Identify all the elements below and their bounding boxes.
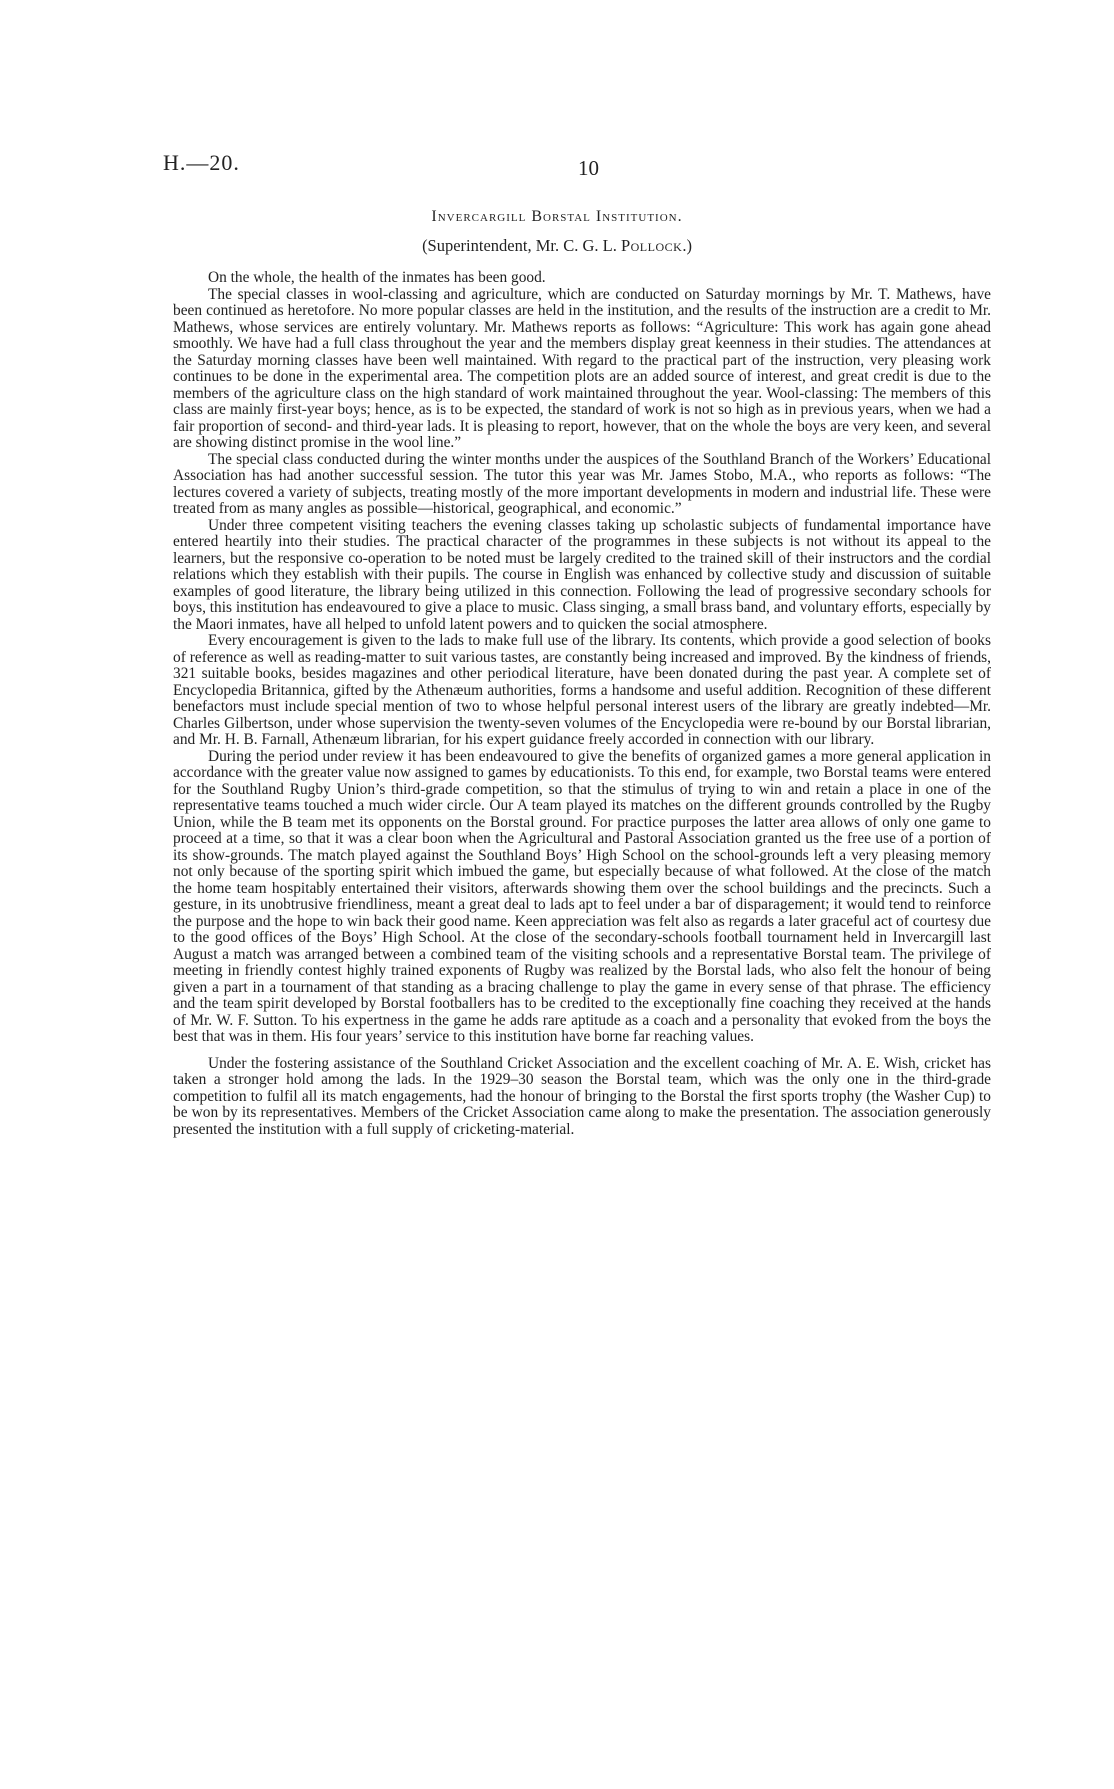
subtitle-prefix: (Superintendent, Mr. C. G. L.: [422, 236, 621, 255]
report-code: H.—20.: [163, 150, 240, 175]
paragraph-evening-classes: Under three competent visiting teachers the evening classes taking up scholastic subjects of fundamental importance have entered heartily into their studies. The practical character of the programmes in these subjects is not without its appeal to the learners, but the responsive co-operation to be noted must be largely credited to the trained skill of their instructors and the cordial relations which they establish with their pupils. The course in English was enhanced by collective study and discussion of suitable examples of good literature, the library being utilized in this connection. Following the lead of progressive secondary schools for boys, this institution has endeavoured to give a place to music. Class singing, a small brass band, and voluntary efforts, especially by the Maori inmates, have all helped to unfold latent powers and to quicken the social atmosphere.: [173, 516, 991, 633]
paragraph-cricket: Under the fostering assistance of the Southland Cricket Association and the excellent coaching of Mr. A. E. Wish, cricket has taken a stronger hold among the lads. In the 1929–30 season the Borstal team, which was the only one in the third-grade competition to fulfil all its match engagements, had the honour of bringing to the Borstal the first sports trophy (the Washer Cup) to be won by its representatives. Members of the Cricket Association came along to make the presentation. The association generously presented the institution with a full supply of cricketing-material.: [173, 1054, 991, 1138]
section-title: Invercargill Borstal Institution.: [431, 208, 683, 225]
paragraph-organized-games: During the period under review it has been endeavoured to give the benefits of organized games a more general application in accordance with the greater value now assigned to games by educationists. To this end, for example, two Borstal teams were entered for the Southland Rugby Union’s third-grade competition, so that the stimulus of trying to win and retain a place in one of the representative teams touched a much wider circle. Our A team played its matches on the different grounds controlled by the Rugby Union, while the B team met its opponents on the Borstal ground. For practice purposes the latter area allows of only one game to proceed at a time, so that it was a clear boon when the Agricultural and Pastoral Association granted us the free use of a portion of its show-grounds. The match played against the Southland Boys’ High School on the school-grounds left a very pleasing memory not only because of the sporting spirit which imbued the game, but especially because of what followed. At the close of the match the home team hospitably entertained their visitors, afterwards showing them over the school buildings and the precincts. Such a gesture, in its unobtrusive friendliness, meant a great deal to lads apt to feel under a bar of disparagement; it would tend to reinforce the purpose and the hope to win back their good name. Keen appreciation was felt also as regards a later graceful act of courtesy due to the good offices of the Boys’ High School. At the close of the secondary-schools football tournament held in Invercargill last August a match was arranged between a combined team of the visiting schools and a representative Borstal team. The privilege of meeting in friendly contest highly trained exponents of Rugby was realized by the Borstal lads, who also felt the honour of being given a part in a tournament of that standing as a bracing challenge to play the game in every sense of that phrase. The efficiency and the team spirit developed by Borstal footballers has to be credited to the exceptionally fine coaching they received at the hands of Mr. W. F. Sutton. To his expertness in the game he adds rare aptitude as a coach and a personality that evoked from the boys the best that was in them. His four years’ service to this institution have borne far reaching values.: [173, 747, 991, 1045]
page-number: 10: [578, 156, 599, 180]
subtitle-name: Pollock: [620, 236, 683, 255]
paragraph-special-classes: The special classes in wool-classing and agriculture, which are conducted on Saturday mornings by Mr. T. Mathews, have been continued as heretofore. No more popular classes are held in the institution, and the results of the instruction are a credit to Mr. Mathews, whose services are entirely voluntary. Mr. Mathews reports as follows: “Agriculture: This work has again gone ahead smoothly. We have had a full class throughout the year and the members display great keenness in their studies. The attendances at the Saturday morning classes have been well maintained. With regard to the practical part of the instruction, very pleasing work continues to be done in the experimental area. The competition plots are an added source of interest, and great credit is due to the members of the agriculture class on the high standard of work maintained throughout the year. Wool-classing: The members of this class are mainly first-year boys; hence, as is to be expected, the standard of work is not so high as in previous years, when we had a fair proportion of second- and third-year lads. It is pleasing to report, however, that on the whole the boys are very keen, and several are showing distinct promise in the wool line.”: [173, 285, 991, 451]
paragraph-health: On the whole, the health of the inmates has been good.: [208, 269, 546, 286]
subtitle-suffix: .): [682, 236, 692, 255]
section-subtitle: [0, 236, 1114, 256]
paragraph-wea-class: The special class conducted during the winter months under the auspices of the Southland Branch of the Workers’ Educational Association has had another successful session. The tutor this year was Mr. James Stobo, M.A., who reports as follows: “The lectures covered a variety of subjects, treating mostly of the more important developments in modern and industrial life. These were treated from as many angles as possible—historical, geographical, and economic.”: [173, 450, 991, 517]
paragraph-library: Every encouragement is given to the lads to make full use of the library. Its contents, which provide a good selection of books of reference as well as reading-matter to suit various tastes, are constantly being increased and improved. By the kindness of friends, 321 suitable books, besides magazines and other periodical literature, have been donated during the past year. A complete set of Encyclopedia Britannica, gifted by the Athenæum authorities, forms a handsome and useful addition. Recognition of these different benefactors must include special mention of two to whose helpful personal interest users of the library are greatly indebted—Mr. Charles Gilbertson, under whose supervision the twenty-seven volumes of the Encyclopedia were re-bound by our Borstal librarian, and Mr. H. B. Farnall, Athenæum librarian, for his expert guidance freely accorded in connection with our library.: [173, 632, 991, 748]
report-body: [173, 270, 991, 1138]
